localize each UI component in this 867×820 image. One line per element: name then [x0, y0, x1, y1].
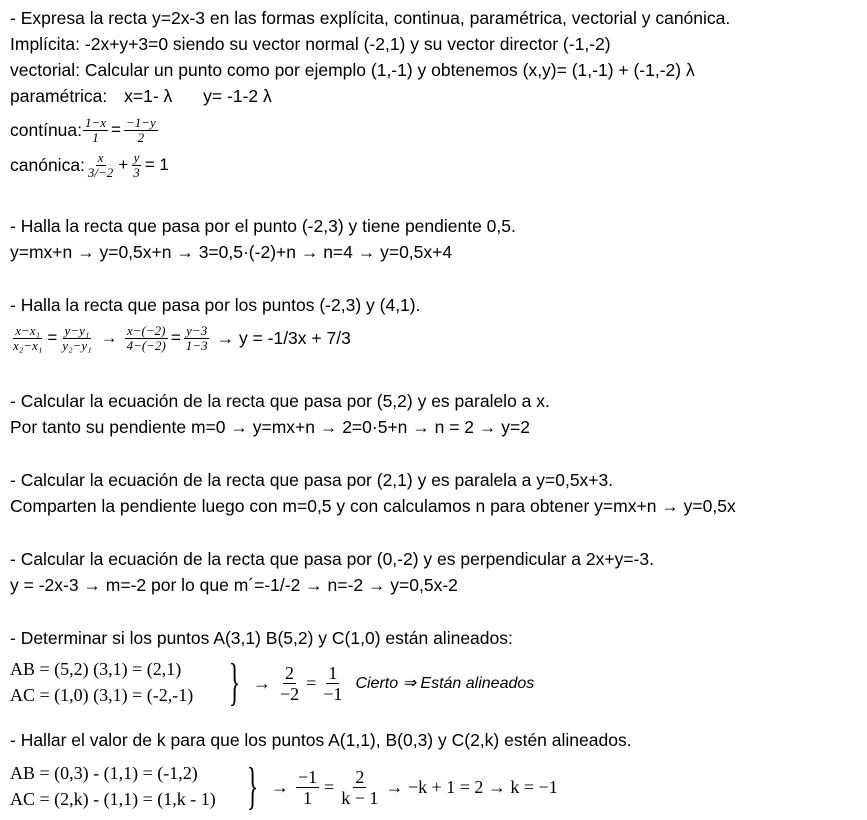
ex1-parametrica-y: y= -1-2 λ — [203, 86, 272, 106]
ex6-title: - Calcular la ecuación de la recta que pasa por (0,-2) y es perpendicular a 2x+y=-3. — [10, 549, 654, 569]
fraction-numerator: x−(−2) — [127, 322, 166, 338]
arrow-icon: → — [270, 776, 289, 797]
ex7-conclusion-block — [222, 656, 534, 710]
fraction-denominator: 3 — [133, 164, 140, 180]
equals-sign: = — [111, 120, 121, 139]
ex3-fraction-1 — [11, 324, 44, 353]
ex7-row-ac: AC = (1,0) (3,1) = (-2,-1) — [10, 685, 194, 705]
ex2-title: - Halla la recta que pasa por el punto (-2,3) y tiene pendiente 0,5. — [10, 216, 516, 236]
fraction-denominator: x₂−x₁ — [13, 337, 43, 353]
ex8-fraction-2 — [339, 767, 380, 808]
ex3-title: - Halla la recta que pasa por los puntos (-2,3) y (4,1). — [10, 295, 421, 315]
ex8-system — [10, 760, 216, 812]
fraction-numerator: y−y₁ — [64, 322, 90, 338]
ex6-solution: y = -2x-3 → m=-2 por lo que m´=-1/-2 → n=-2 → y=0,5x-2 — [10, 575, 458, 595]
ex1-parametrica — [10, 85, 272, 107]
ex8-row-ac: AC = (2,k) - (1,1) = (1,k - 1) — [10, 789, 216, 809]
ex7-row-ab: AB = (5,2) (3,1) = (2,1) — [10, 659, 182, 679]
brace-icon: } — [246, 758, 259, 815]
fraction-numerator: x — [97, 149, 104, 165]
ex8-row-ab: AB = (0,3) - (1,1) = (-1,2) — [10, 763, 198, 783]
fraction-numerator: −1 — [297, 766, 318, 787]
ex3-result: → y = -1/3x + 7/3 — [216, 328, 351, 348]
ex1-vectorial: vectorial: Calcular un punto como por ejemplo (1,-1) y obtenemos (x,y)= (1,-1) + (-1,-2) λ — [10, 60, 695, 80]
fraction-denominator: −2 — [279, 683, 300, 704]
ex7-fraction-1 — [278, 663, 301, 704]
fraction-denominator: y₂−y₁ — [62, 337, 92, 353]
ex7-title: - Determinar si los puntos A(3,1) B(5,2) y C(1,0) están alineados: — [10, 628, 513, 648]
ex1-continua-label: contínua: — [10, 120, 82, 140]
arrow-icon: → — [252, 672, 271, 693]
fraction-numerator: 2 — [285, 662, 295, 683]
continua-fraction-1 — [83, 116, 108, 145]
ex2-solution: y=mx+n → y=0,5x+n → 3=0,5·(-2)+n → n=4 → y=0,5x+4 — [10, 242, 453, 262]
fraction-numerator: 1−x — [85, 114, 107, 130]
ex5-title: - Calcular la ecuación de la recta que pasa por (2,1) y es paralela a y=0,5x+3. — [10, 470, 614, 490]
brace-icon: } — [228, 654, 241, 711]
ex7-system — [10, 656, 193, 708]
fraction-numerator: −1−y — [125, 114, 156, 130]
ex7-conclusion: Cierto ⇒ Están alineados — [355, 675, 535, 692]
fraction-numerator: 1 — [328, 662, 338, 683]
fraction-numerator: x−x₁ — [15, 322, 41, 338]
fraction-denominator: 2 — [137, 129, 145, 145]
fraction-denominator: 1−3 — [185, 337, 208, 353]
ex8-fraction-1 — [296, 767, 319, 808]
canonica-rhs: = 1 — [144, 155, 169, 174]
ex7-fraction-2 — [321, 663, 344, 704]
equals-sign: = — [170, 328, 181, 347]
ex8-result: → −k + 1 = 2 → k = −1 — [385, 776, 558, 797]
fraction-denominator: k − 1 — [341, 787, 379, 808]
ex1-canonica — [10, 146, 171, 184]
ex8-result-block — [240, 760, 558, 814]
canonica-fraction-2 — [131, 151, 142, 180]
ex1-parametrica-x: x=1- λ — [124, 86, 173, 106]
ex1-implicita: Implícita: -2x+y+3=0 siendo su vector normal (-2,1) y su vector director (-1,-2) — [10, 34, 611, 54]
fraction-denominator: 1 — [303, 787, 313, 808]
fraction-denominator: 3/−2 — [87, 164, 114, 180]
fraction-numerator: y−3 — [186, 322, 208, 338]
ex3-equation — [10, 318, 353, 358]
ex1-parametrica-label: paramétrica: — [10, 86, 108, 106]
ex1-title: - Expresa la recta y=2x-3 en las formas explícita, continua, paramétrica, vectorial y canónica. — [10, 8, 731, 28]
fraction-numerator: 2 — [355, 766, 365, 787]
ex4-solution: Por tanto su pendiente m=0 → y=mx+n → 2=0·5+n → n = 2 → y=2 — [10, 417, 530, 437]
ex1-continua — [10, 111, 159, 149]
canonica-fraction-1 — [86, 151, 115, 180]
ex3-fraction-3 — [125, 324, 168, 353]
ex8-title: - Hallar el valor de k para que los puntos A(1,1), B(0,3) y C(2,k) estén alineados. — [10, 730, 632, 750]
fraction-denominator: 4−(−2) — [126, 337, 166, 353]
ex5-solution: Comparten la pendiente luego con m=0,5 y con calculamos n para obtener y=mx+n → y=0,5x — [10, 496, 736, 516]
ex1-canonica-label: canónica: — [10, 155, 85, 175]
arrow-icon: → — [100, 328, 118, 347]
ex3-fraction-4 — [184, 324, 210, 353]
equals-sign: = — [306, 672, 317, 693]
ex3-fraction-2 — [60, 324, 93, 353]
equals-sign: = — [47, 328, 58, 347]
fraction-denominator: −1 — [323, 683, 343, 704]
equals-sign: = — [324, 776, 335, 797]
fraction-numerator: y — [133, 149, 140, 165]
fraction-denominator: 1 — [92, 129, 99, 145]
plus-sign: + — [118, 155, 129, 174]
continua-fraction-2 — [124, 116, 158, 145]
ex4-title: - Calcular la ecuación de la recta que pasa por (5,2) y es paralelo a x. — [10, 391, 550, 411]
